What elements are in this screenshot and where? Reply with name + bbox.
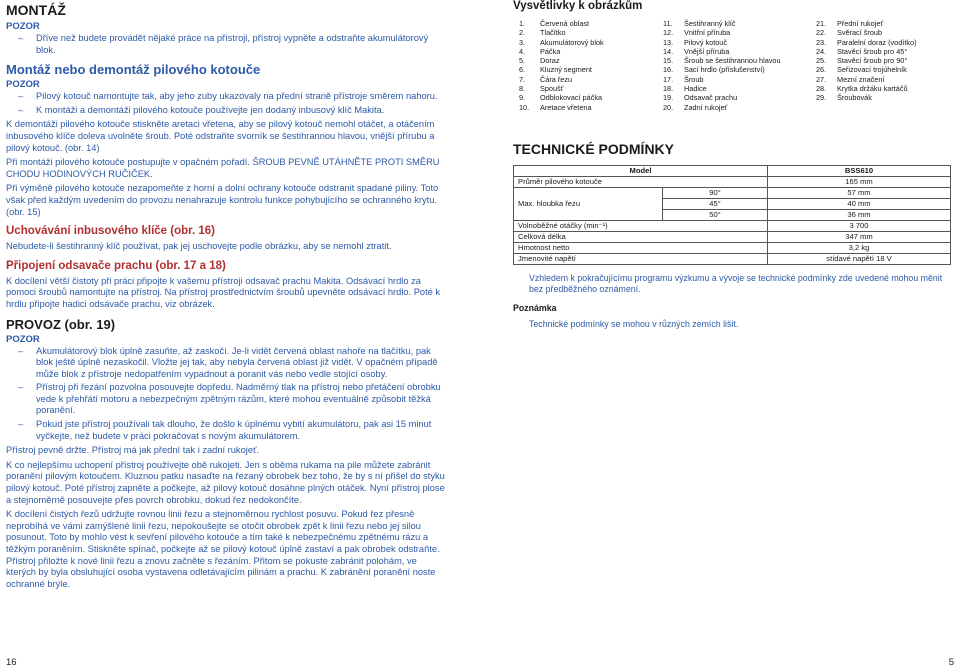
part-number: 29. xyxy=(816,93,827,103)
parts-legend-item xyxy=(816,38,954,47)
parts-legend-item xyxy=(663,19,813,28)
specs-table xyxy=(513,165,951,265)
note-text: Technické podmínky se mohou v různých zemích lišit. xyxy=(529,319,739,329)
warning-item: – Pokud jste přístroj používali tak dlouho, že došlo k úplnému vybití akumulátoru, pak asi 15 minut vyčkejte, než budete v práci pokračovat s novým akumulátorem. xyxy=(18,419,432,441)
part-number: 20. xyxy=(663,102,674,112)
parts-legend-item xyxy=(519,56,659,65)
parts-legend-item xyxy=(519,93,659,102)
parts-legend-item xyxy=(519,65,659,74)
part-number: 27. xyxy=(816,74,827,84)
part-number: 8. xyxy=(519,84,526,94)
heading-operation: PROVOZ (obr. 19) xyxy=(6,316,116,332)
paragraph: K demontáži pilového kotouče stiskněte aretaci vřetena, aby se pilový kotouč nemohl otáčet, a otáčením inbusového klíče doleva uvolněte šroub. Poté odstraňte svorník se šestihrannou hlavou, vnější přírubu a pilový kotouč. (obr. 14) xyxy=(6,119,435,153)
part-number: 7. xyxy=(519,74,526,84)
table-row: Celková délka 347 mm xyxy=(514,232,951,243)
part-number: 2. xyxy=(519,28,526,38)
paragraph: Nebudete-li šestihranný klíč používat, pak jej uschovejte podle obrázku, aby se nemohl ztratit. xyxy=(6,241,392,252)
part-label: Vnitřní příruba xyxy=(684,28,731,38)
table-row: 45° 40 mm xyxy=(514,199,951,210)
part-number: 19. xyxy=(663,93,674,103)
part-label: Paralelní doraz (vodítko) xyxy=(837,37,917,47)
parts-legend xyxy=(513,19,953,127)
part-number: 14. xyxy=(663,46,674,56)
warning-item: – Akumulátorový blok úplně zasuňte, až zaskočí. Je-li vidět červená oblast nahoře na tlačítku, pak blok ještě úplně nezaskočil. Vložte jej tak, aby nebyla červená oblast již vidět. V opačném případě může blok z přístroje nedopatřením vypadnout a poranit vás nebo vedle stojící osoby. xyxy=(18,345,438,379)
part-number: 22. xyxy=(816,28,827,38)
part-label: Mezní značení xyxy=(837,74,885,84)
part-number: 5. xyxy=(519,56,526,66)
part-number: 11. xyxy=(663,19,673,28)
part-label: Krytka držáku kartáčů xyxy=(837,84,908,94)
part-label: Tlačítko xyxy=(540,28,566,38)
table-row: Jmenovité napětí stídavé napětí 18 V xyxy=(514,254,951,265)
parts-legend-item xyxy=(519,38,659,47)
part-label: Kluzný segment xyxy=(540,65,592,75)
specs-note: Vzhledem k pokračujícímu programu výzkumu a vývoje se technické podmínky zde uvedené mohou měnit bez předběžného oznámení. xyxy=(529,273,943,294)
part-number: 12. xyxy=(663,28,674,38)
part-label: Stavěcí šroub pro 90° xyxy=(837,56,908,66)
paragraph: Přístroj pevně držte. Přístroj má jak přední tak i zadní rukojeť. xyxy=(6,445,260,456)
part-label: Sací hrdlo (příslušenství) xyxy=(684,65,765,75)
part-label: Šroubovák xyxy=(837,93,872,103)
table-row: Volnoběžné otáčky (min⁻¹) 3 700 xyxy=(514,221,951,232)
parts-legend-item xyxy=(663,38,813,47)
part-label: Přední rukojeť xyxy=(837,19,884,28)
part-number: 21. xyxy=(816,19,827,28)
part-label: Svěrací šroub xyxy=(837,28,883,38)
part-label: Šroub xyxy=(684,74,704,84)
pozor-label: POZOR xyxy=(6,79,40,91)
parts-legend-item xyxy=(519,75,659,84)
section-title-montaz: MONTÁŽ xyxy=(6,2,66,18)
part-label: Zadní rukojeť xyxy=(684,102,728,112)
part-number: 10. xyxy=(519,102,530,112)
part-label: Šroub se šestihrannou hlavou xyxy=(684,56,781,66)
heading-key-storage: Uchovávání inbusového klíče (obr. 16) xyxy=(6,225,215,238)
part-number: 26. xyxy=(816,65,827,75)
table-row: Hmotnost netto 3,2 kg xyxy=(514,243,951,254)
parts-legend-item xyxy=(816,19,954,28)
part-number: 28. xyxy=(816,84,827,94)
table-row: Model BSS610 xyxy=(514,166,951,177)
part-number: 15. xyxy=(663,56,674,66)
table-row: Max. hloubka řezu 90° 57 mm xyxy=(514,188,951,199)
parts-legend-item xyxy=(663,47,813,56)
pozor-label: POZOR xyxy=(6,333,40,345)
part-label: Doraz xyxy=(540,56,560,66)
part-label: Akumulátorový blok xyxy=(540,37,604,47)
part-label: Aretace vřetena xyxy=(540,102,592,112)
parts-legend-item xyxy=(519,84,659,93)
part-number: 16. xyxy=(663,65,674,75)
parts-legend-item xyxy=(519,47,659,56)
parts-legend-item xyxy=(816,47,954,56)
warning-item: – Přístroj při řezání pozvolna posouvejte dopředu. Nadměrný tlak na přístroj nebo přetáčení obrobku vede k přehřátí motoru a nebezpečným zpětným rázům, které mohou eventuálně způsobit těžká poranění. xyxy=(18,382,441,416)
part-label: Červená oblast xyxy=(540,19,590,28)
note-label: Poznámka xyxy=(513,303,557,313)
part-label: Páčka xyxy=(540,46,561,56)
tech-specs-title: TECHNICKÉ PODMÍNKY xyxy=(513,141,675,157)
part-label: Šestihranný klíč xyxy=(684,19,736,28)
parts-legend-item xyxy=(663,93,813,102)
page-number-left: 16 xyxy=(6,657,17,668)
part-number: 4. xyxy=(519,46,526,56)
part-number: 13. xyxy=(663,37,674,47)
page-number-right: 5 xyxy=(948,657,954,668)
parts-legend-item xyxy=(816,65,954,74)
parts-column-3 xyxy=(816,19,954,103)
part-number: 23. xyxy=(816,37,827,47)
warning-item: – K montáži a demontáži pilového kotouče používejte jen dodaný inbusový klíč Makita. xyxy=(18,104,385,115)
part-label: Stavěcí šroub pro 45° xyxy=(837,46,908,56)
paragraph: Při montáži pilového kotouče postupujte v opačném pořadí. ŠROUB PEVNĚ UTÁHNĚTE PROTI SMĚRU CHODU HODINOVÝCH RUČIČEK. xyxy=(6,157,440,179)
part-number: 25. xyxy=(816,56,827,66)
part-label: Seřizovací trojúhelník xyxy=(837,65,907,75)
warning-item: – Pilový kotouč namontujte tak, aby jeho zuby ukazovaly na přední straně přístroje směrem nahoru. xyxy=(18,91,438,102)
part-number: 1. xyxy=(519,19,526,28)
parts-legend-item xyxy=(519,28,659,37)
parts-legend-item xyxy=(816,93,954,102)
parts-legend-item xyxy=(816,28,954,37)
part-number: 9. xyxy=(519,93,526,103)
part-label: Odsavač prachu xyxy=(684,93,738,103)
part-label: Odblokovací páčka xyxy=(540,93,603,103)
heading-dust-extraction: Připojení odsavače prachu (obr. 17 a 18) xyxy=(6,259,226,272)
parts-legend-item xyxy=(663,56,813,65)
parts-legend-item xyxy=(663,84,813,93)
paragraph: K docílení větší čistoty při práci připojte k vašemu přístroji odsavač prachu Makita. Odsávací hrdlo za pomoci šroubů namontujte na přístroj. Na přístroj prostřednictvím šroubů upevněte odsávací hrdlo. Poté k hrdlu připojte hadici odsávače prachu, viz obrázek. xyxy=(6,275,441,309)
parts-legend-item xyxy=(816,84,954,93)
left-column xyxy=(6,0,446,593)
part-label: Hadice xyxy=(684,84,707,94)
part-number: 24. xyxy=(816,46,827,56)
part-label: Pilový kotouč xyxy=(684,37,727,47)
part-number: 6. xyxy=(519,65,526,75)
part-label: Čára řezu xyxy=(540,74,573,84)
parts-legend-item xyxy=(663,75,813,84)
parts-legend-item xyxy=(663,103,813,112)
parts-legend-item xyxy=(663,65,813,74)
parts-legend-item xyxy=(519,103,659,112)
pozor-label: POZOR xyxy=(6,21,40,32)
table-row: Průměr pilového kotouče 165 mm xyxy=(514,177,951,188)
part-number: 17. xyxy=(663,74,674,84)
part-number: 3. xyxy=(519,37,526,47)
part-number: 18. xyxy=(663,84,674,94)
warning-item: – Dříve než budete provádět nějaké práce na přístroji, přístroj vypněte a odstraňte akumulátorový blok. xyxy=(18,33,429,55)
paragraph: K co nejlepšímu uchopení přístroj používejte obě rukojeti. Jen s oběma rukama na pile můžete zabránit poranění pilovým kotoučem. Kluznou patku nasaďte na řezaný obrobek bez toho, že by s ní přišel do styku pilový kotouč. Poté přístroj zapněte a počkejte, až pilový kotouč dosáhne plných otáček. Nyní přístroj plose a stejnoměrně posouvejte přes povrch obrobku, dokud řez nedokončíte. xyxy=(6,459,445,505)
parts-legend-item xyxy=(519,19,659,28)
parts-column-2 xyxy=(663,19,813,112)
paragraph: Při výměně pilového kotouče nezapomeňte z horní a dolní ochrany kotouče odstranit spadané piliny. Toto však před každým uvedením do provozu nenahrazuje kontrolu funkce pohybujícího se ochranného krytu. (obr. 15) xyxy=(6,183,439,217)
table-row: 50° 36 mm xyxy=(514,210,951,221)
part-label: Vnější příruba xyxy=(684,46,730,56)
heading-blade-mounting: Montáž nebo demontáž pilového kotouče xyxy=(6,62,261,78)
right-column xyxy=(513,0,953,329)
part-label: Spoušť xyxy=(540,84,564,94)
paragraph: K docílení čistých řezů udržujte rovnou linii řezu a stejnoměrnou rychlost posuvu. Pokud řez přesně neprobíhá ve vámi zamýšlené linii řezu, nepokoušejte se otočit obrobek zpět k linii řezu nebo jej silou posunout. Toto by mohlo vést k sevření pilového kotouče a tím také k nebezpečnému zpětnému rázu a těžkým poraněním. Stiskněte spínač, počkejte až se pilový kotouč úplně zastaví a pak obrobek odstraňte. Přístroj přiložte k nové linii řezu a znovu začněte s řezáním. Přitom se pokuste zabránit polohám, ve kterých by byla obsluhující osoba vystavena odletávajícím pilinám a prachu. K zabránění poranění noste ochranné brýle. xyxy=(6,509,440,589)
parts-legend-item xyxy=(663,28,813,37)
parts-column-1 xyxy=(519,19,659,112)
parts-legend-item xyxy=(816,75,954,84)
legend-title: Vysvětlivky k obrázkům xyxy=(513,0,643,12)
parts-legend-item xyxy=(816,56,954,65)
